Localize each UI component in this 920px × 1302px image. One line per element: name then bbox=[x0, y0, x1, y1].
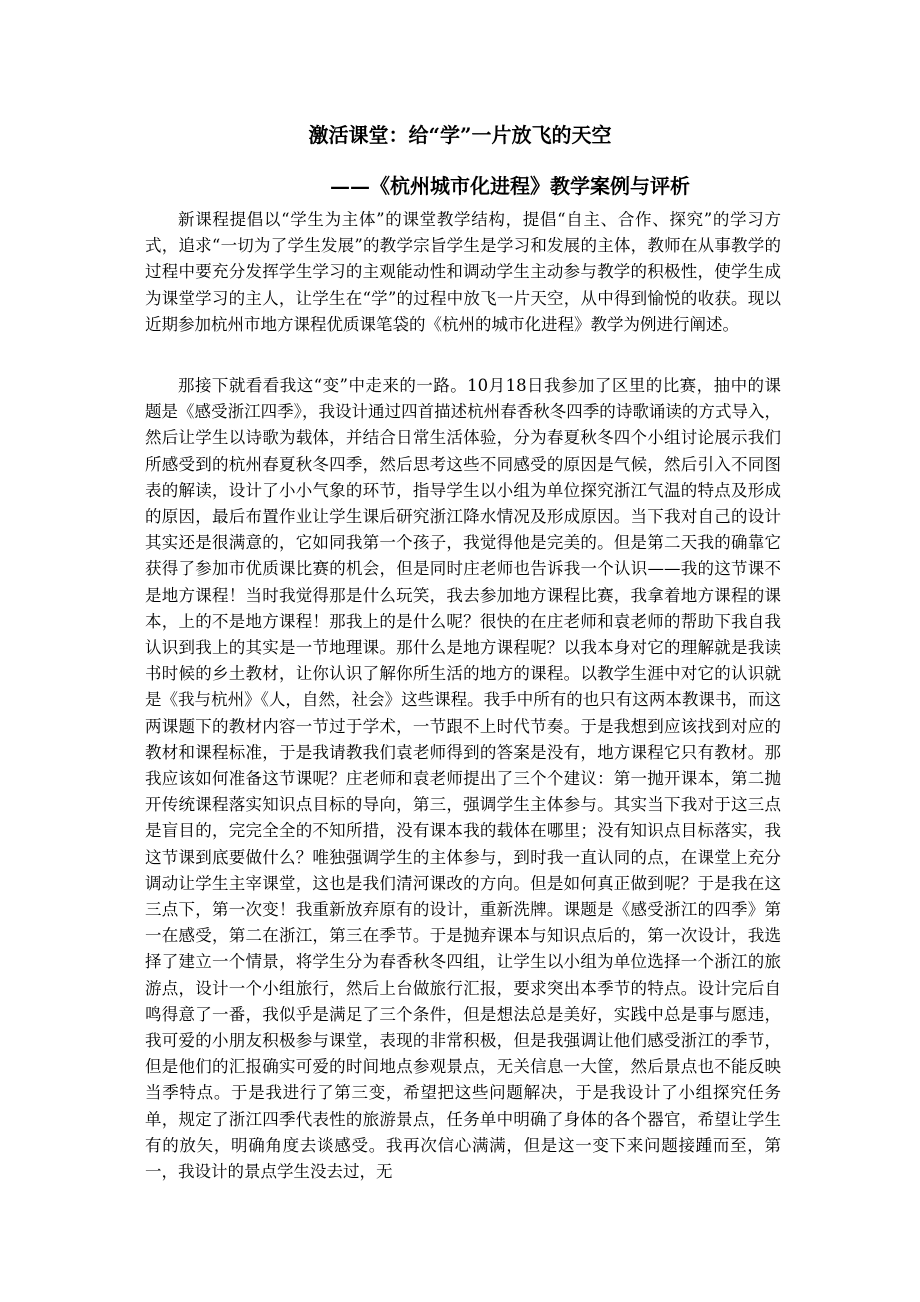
document-subtitle: ——《杭州城市化进程》教学案例与评析 bbox=[330, 174, 690, 198]
document-title: 激活课堂：给“学”一片放飞的天空 bbox=[308, 123, 612, 147]
body-paragraph-1: 新课程提倡以“学生为主体”的课堂教学结构，提倡“自主、合作、探究”的学习方式，追求“一切为了学生发展”的教学宗旨学生是学习和发展的主体，教师在从事教学的过程中要充分发挥学生学习的主观能动性和调动学生主动参与教学的积极性，使学生成为课堂学习的主人，让学生在“学”的过程中放飞一片天空，从中得到愉悦的收获。现以近期参加杭州市地方课程优质课笔袋的《杭州的城市化进程》教学为例进行阐述。 bbox=[145, 210, 781, 334]
body-paragraph-2: 那接下就看看我这“变”中走来的一路。10月18日我参加了区里的比赛，抽中的课题是《感受浙江四季》，我设计通过四首描述杭州春香秋冬四季的诗歌诵读的方式导入，然后让学生以诗歌为载体，并结合日常生活体验，分为春夏秋冬四个小组讨论展示我们所感受到的杭州春夏秋冬四季，然后思考这些不同感受的原因是气候，然后引入不同图表的解读，设计了小小气象的环节，指导学生以小组为单位探究浙江气温的特点及形成的原因，最后布置作业让学生课后研究浙江降水情况及形成原因。当下我对自己的设计其实还是很满意的，它如同我第一个孩子，我觉得他是完美的。但是第二天我的确靠它获得了参加市优质课比赛的机会，但是同时庄老师也告诉我一个认识——我的这节课不是地方课程！当时我觉得那是什么玩笑，我去参加地方课程比赛，我拿着地方课程的课本，上的不是地方课程！那我上的是什么呢？很快的在庄老师和袁老师的帮助下我自我认识到我上的其实是一节地理课。那什么是地方课程呢？以我本身对它的理解就是我读书时候的乡土教材，让你认识了解你所生活的地方的课程。以教学生涯中对它的认识就是《我与杭州》《人，自然，社会》这些课程。我手中所有的也只有这两本教课书，而这两课题下的教材内容一节过于学术，一节跟不上时代节奏。于是我想到应该找到对应的教材和课程标准，于是我请教我们袁老师得到的答案是没有，地方课程它只有教材。那我应该如何准备这节课呢？庄老师和袁老师提出了三个个建议：第一抛开课本，第二抛开传统课程落实知识点目标的导向，第三，强调学生主体参与。其实当下我对于这三点是盲目的，完完全全的不知所措，没有课本我的载体在哪里；没有知识点目标落实，我这节课到底要做什么？唯独强调学生的主体参与，到时我一直认同的点，在课堂上充分调动让学生主宰课堂，这也是我们清河课改的方向。但是如何真正做到呢？于是我在这三点下，第一次变！我重新放弃原有的设计，重新洗牌。课题是《感受浙江的四季》第一在感受，第二在浙江，第三在季节。于是抛弃课本与知识点后的，第一次设计，我选择了建立一个情景，将学生分为春香秋冬四组，让学生以小组为单位选择一个浙江的旅游点，设计一个小组旅行，然后上台做旅行汇报，要求突出本季节的特点。设计完后自鸣得意了一番，我似乎是满足了三个条件，但是想法总是美好，实践中总是事与愿违，我可爱的小朋友积极参与课堂，表现的非常积极，但是我强调让他们感受浙江的季节，但是他们的汇报确实可爱的时间地点参观景点，无关信息一大筐，然后景点也不能反映当季特点。于是我进行了第三变，希望把这些问题解决，于是我设计了小组探究任务单，规定了浙江四季代表性的旅游景点，任务单中明确了身体的各个器官，希望让学生有的放矢，明确角度去谈感受。我再次信心满满，但是这一变下来问题接踵而至，第一，我设计的景点学生没去过，无 bbox=[145, 376, 781, 1182]
